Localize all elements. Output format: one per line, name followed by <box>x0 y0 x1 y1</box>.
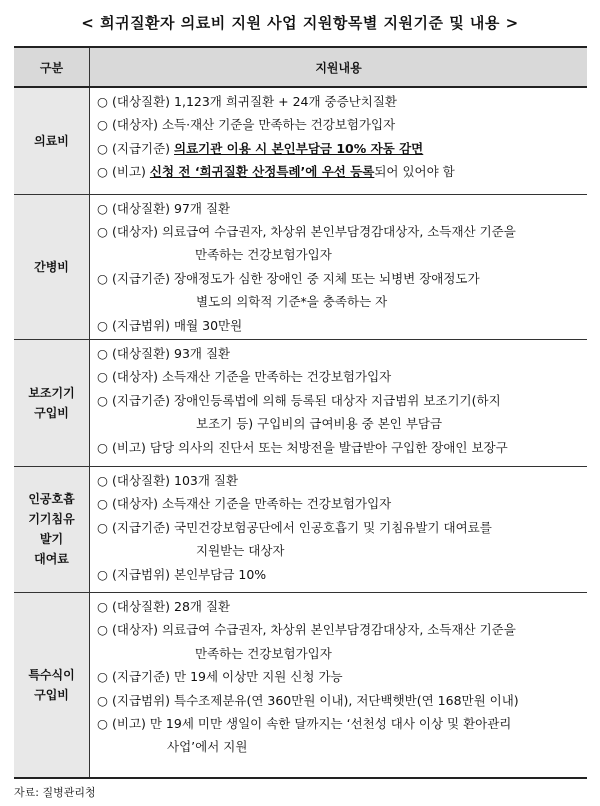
table-header-row <box>14 47 587 87</box>
table-row-medical-expense <box>14 87 587 194</box>
bullet-icon: ○ <box>97 622 108 638</box>
table-row-nursing-care <box>14 194 587 339</box>
bullet-item <box>97 689 581 712</box>
category-column-header: 구분 <box>14 47 90 87</box>
item-text: (지급기준) 장애인등록법에 의해 등록된 대상자 지급범위 보조기기(하지 <box>112 392 501 408</box>
category-cell <box>14 339 90 466</box>
bullet-item <box>97 516 581 539</box>
item-text: (대상자) 소득재산 기준을 만족하는 건강보험가입자 <box>112 369 392 385</box>
bullet-item <box>97 469 581 492</box>
category-cell <box>14 87 90 194</box>
item-text: (지급기준) 국민건강보험공단에서 인공호흡기 및 기침유발기 대여료를 <box>112 519 492 535</box>
bullet-continuation: 만족하는 건강보험가입자 <box>195 645 332 661</box>
bullet-icon: ○ <box>97 566 108 582</box>
table-row-assistive-device <box>14 339 587 466</box>
content-column-header: 지원내용 <box>90 47 588 87</box>
item-text: (지급기준) <box>112 140 175 156</box>
item-text: (비고) 만 19세 미만 생일이 속한 달까지는 ‘선천성 대사 이상 및 환아관리 <box>112 715 512 731</box>
content-cell <box>90 466 588 592</box>
bullet-item <box>97 90 581 113</box>
item-text: (대상자) 의료급여 수급권자, 차상위 본인부담경감대상자, 소득재산 기준을 <box>112 622 516 638</box>
emphasized-text: 신청 전 ‘희귀질환 산정특례’에 우선 등록 <box>149 164 375 180</box>
item-text: (대상질환) 97개 질환 <box>112 200 231 216</box>
item-text: (대상질환) 103개 질환 <box>112 472 239 488</box>
bullet-item <box>97 618 581 641</box>
support-criteria-table <box>14 46 587 779</box>
bullet-item <box>97 342 581 365</box>
bullet-icon: ○ <box>97 715 108 731</box>
bullet-item <box>97 712 581 735</box>
item-text: (지급기준) 장애정도가 심한 장애인 중 지체 또는 뇌병변 장애정도가 <box>112 270 480 286</box>
bullet-icon: ○ <box>97 117 108 133</box>
bullet-icon: ○ <box>97 345 108 361</box>
item-text: (지급범위) 매월 30만원 <box>112 317 243 333</box>
category-label: 대여료 <box>34 552 69 567</box>
category-label: 의료비 <box>34 133 69 148</box>
category-label: 간병비 <box>34 259 69 274</box>
bullet-icon: ○ <box>97 369 108 385</box>
bullet-continuation: 보조기 등) 구입비의 급여비용 중 본인 부담금 <box>196 416 443 432</box>
bullet-icon: ○ <box>97 439 108 455</box>
table-row-special-diet <box>14 592 587 778</box>
bullet-continuation: 만족하는 건강보험가입자 <box>195 247 332 263</box>
bullet-icon: ○ <box>97 392 108 408</box>
bullet-icon: ○ <box>97 223 108 239</box>
bullet-item <box>97 314 581 337</box>
item-text: (대상질환) 28개 질환 <box>112 598 231 614</box>
bullet-item <box>97 267 581 290</box>
category-label: 기기침유 <box>28 512 75 527</box>
table-row-ventilator-rental <box>14 466 587 592</box>
bullet-item <box>97 197 581 220</box>
emphasized-text: 의료기관 이용 시 본인부담금 10% 자동 감면 <box>174 140 424 156</box>
bullet-icon: ○ <box>97 317 108 333</box>
bullet-icon: ○ <box>97 496 108 512</box>
content-cell <box>90 87 588 194</box>
item-text: (대상질환) 1,123개 희귀질환 + 24개 중증난치질환 <box>112 94 397 109</box>
bullet-continuation: 별도의 의학적 기준*을 충족하는 자 <box>196 294 388 310</box>
content-cell <box>90 339 588 466</box>
bullet-item <box>97 436 581 459</box>
item-text: (지급범위) 본인부담금 10% <box>112 566 267 582</box>
content-cell <box>90 592 588 778</box>
category-cell <box>14 592 90 778</box>
bullet-icon: ○ <box>97 519 108 535</box>
item-text: (대상자) 소득·재산 기준을 만족하는 건강보험가입자 <box>112 117 396 133</box>
bullet-continuation: 지원받는 대상자 <box>196 543 285 559</box>
bullet-item <box>97 137 581 160</box>
category-cell <box>14 466 90 592</box>
item-text: (비고) 담당 의사의 진단서 또는 처방전을 발급받아 구입한 장애인 보장구 <box>112 439 508 455</box>
bullet-item <box>97 160 581 183</box>
bullet-item <box>97 389 581 412</box>
bullet-item <box>97 365 581 388</box>
bullet-icon: ○ <box>97 200 108 216</box>
category-label: 보조기기 <box>28 385 75 400</box>
bullet-icon: ○ <box>97 164 108 180</box>
category-label: 인공호흡 <box>28 492 75 507</box>
item-text: (대상질환) 93개 질환 <box>112 345 231 361</box>
bullet-item <box>97 113 581 136</box>
bullet-icon: ○ <box>97 472 108 488</box>
item-text-tail: 되어 있어야 함 <box>374 164 455 180</box>
item-text: (대상자) 소득재산 기준을 만족하는 건강보험가입자 <box>112 496 392 512</box>
bullet-item <box>97 220 581 243</box>
item-text: (비고) <box>112 164 150 180</box>
bullet-icon: ○ <box>97 94 108 109</box>
item-text: (대상자) 의료급여 수급권자, 차상위 본인부담경감대상자, 소득재산 기준을 <box>112 223 516 239</box>
category-label: 구입비 <box>34 688 69 703</box>
bullet-icon: ○ <box>97 669 108 685</box>
item-text: (지급기준) 만 19세 이상만 지원 신청 가능 <box>112 669 343 685</box>
item-text: (지급범위) 특수조제분유(연 360만원 이내), 저단백햇반(연 168만원 이내) <box>112 692 519 708</box>
category-label: 특수식이 <box>28 668 75 683</box>
category-label: 구입비 <box>34 405 69 420</box>
bullet-icon: ○ <box>97 140 108 156</box>
bullet-icon: ○ <box>97 598 108 614</box>
bullet-item <box>97 595 581 618</box>
document-title: < 희귀질환자 의료비 지원 사업 지원항목별 지원기준 및 내용 > <box>81 14 519 32</box>
bullet-icon: ○ <box>97 270 108 286</box>
bullet-item <box>97 665 581 688</box>
bullet-icon: ○ <box>97 692 108 708</box>
bullet-item <box>97 492 581 515</box>
category-cell <box>14 194 90 339</box>
content-cell <box>90 194 588 339</box>
category-label: 발기 <box>39 532 64 547</box>
bullet-continuation: 사업’에서 지원 <box>167 739 248 755</box>
source-note: 자료: 질병관리청 <box>14 786 96 799</box>
bullet-item <box>97 563 581 586</box>
